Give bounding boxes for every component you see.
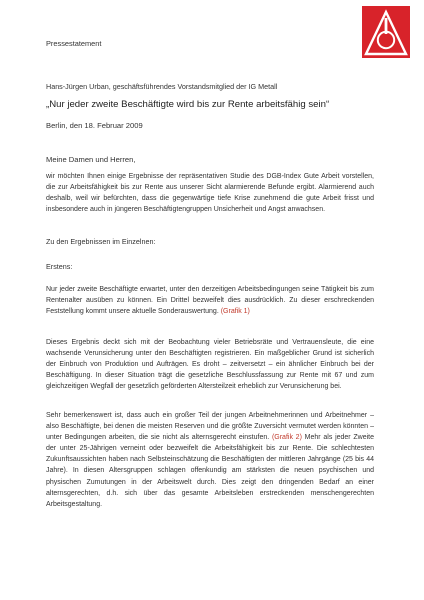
second-paragraph: Dieses Ergebnis deckt sich mit der Beobachtung vieler Betriebsräte und Vertrauensleute, die eine wachsende Verunsicherung unter den Beschäftigten registrieren. Ein maßgeblicher Grund ist sicherlich der Einbruch von Produktion und Aufträgen. Es droht – zeitversetzt – ein ähnlicher Einbruch bei der Beschäftigung. In dieser Situation trägt die gesetzliche Beschlussfassung zur Rente mit 67 und zum gleichzeitigen Wegfall der gesetzlich geförderten Altersteilzeit erheblich zur Verunsicherung bei. bbox=[46, 339, 374, 391]
grafik-2-reference: (Grafik 2) bbox=[271, 434, 302, 442]
first-heading: Erstens: bbox=[46, 262, 73, 271]
ig-metall-logo bbox=[362, 6, 410, 58]
first-paragraph bbox=[46, 284, 374, 317]
salutation: Meine Damen und Herren, bbox=[46, 155, 136, 164]
third-paragraph-text-a: Sehr bemerkenswert ist, dass auch ein großer Teil der jungen Arbeitnehmerinnen und Arbeitnehmer – also Beschäftigte, bei denen die meisten Reserven und die größte Zuversicht vermutet werden könnten – unter Bedingungen arbeiten, die sie nicht als alternsgerecht einstufen. bbox=[46, 412, 374, 442]
author-line: Hans-Jürgen Urban, geschäftsführendes Vorstandsmitglied der IG Metall bbox=[46, 82, 278, 91]
third-paragraph-text-b: Mehr als jeder Zweite der unter 25-Jährigen verneint oder bezweifelt die Arbeitsfähigkeit bis zur Rente. Die schlechtesten Zukunftsaussichten haben nach Selbsteinschätzung die Beschäftigten der mittleren Jahrgänge (25 bis 44 Jahre). In diesen Altersgruppen schlagen offenkundig am stärksten die neuen psychischen und physischen Zumutungen in der Arbeitswelt durch. Dies zeigt den dringenden Bedarf an einer alternsgerechten, d.h. sich über das gesamte Arbeitsleben erstreckenden menschengerechten Arbeitsgestaltung. bbox=[46, 434, 374, 508]
press-statement-label: Pressestatement bbox=[46, 39, 102, 48]
intro-paragraph: wir möchten Ihnen einige Ergebnisse der repräsentativen Studie des DGB-Index Gute Arbeit vorstellen, die zur Arbeitsfähigkeit bis zur Rente aus unserer Sicht alarmierende Befunde ergibt. Alarmierend auch deshalb, weil wir befürchten, dass die gegenwärtige tiefe Krise zunehmend die gute Arbeit frisst und insbesondere auch in jüngeren Beschäftigtengruppen Unsicherheit und Angst anwachsen. bbox=[46, 173, 374, 214]
first-paragraph-text: Nur jeder zweite Beschäftigte erwartet, unter den derzeitigen Arbeitsbedingungen seine Tätigkeit bis zum Rentenalter ausüben zu können. Ein Drittel bezweifelt dies ausdrücklich. Zu dieser erschreckenden Feststellung kommt unsere aktuelle Sonderauswertung. bbox=[46, 286, 374, 316]
results-heading: Zu den Ergebnissen im Einzelnen: bbox=[46, 237, 156, 246]
third-paragraph bbox=[46, 410, 374, 510]
dateline: Berlin, den 18. Februar 2009 bbox=[46, 121, 143, 130]
grafik-1-reference: (Grafik 1) bbox=[220, 308, 250, 316]
title-quote: „Nur jeder zweite Beschäftigte wird bis zur Rente arbeitsfähig sein“ bbox=[46, 99, 330, 110]
